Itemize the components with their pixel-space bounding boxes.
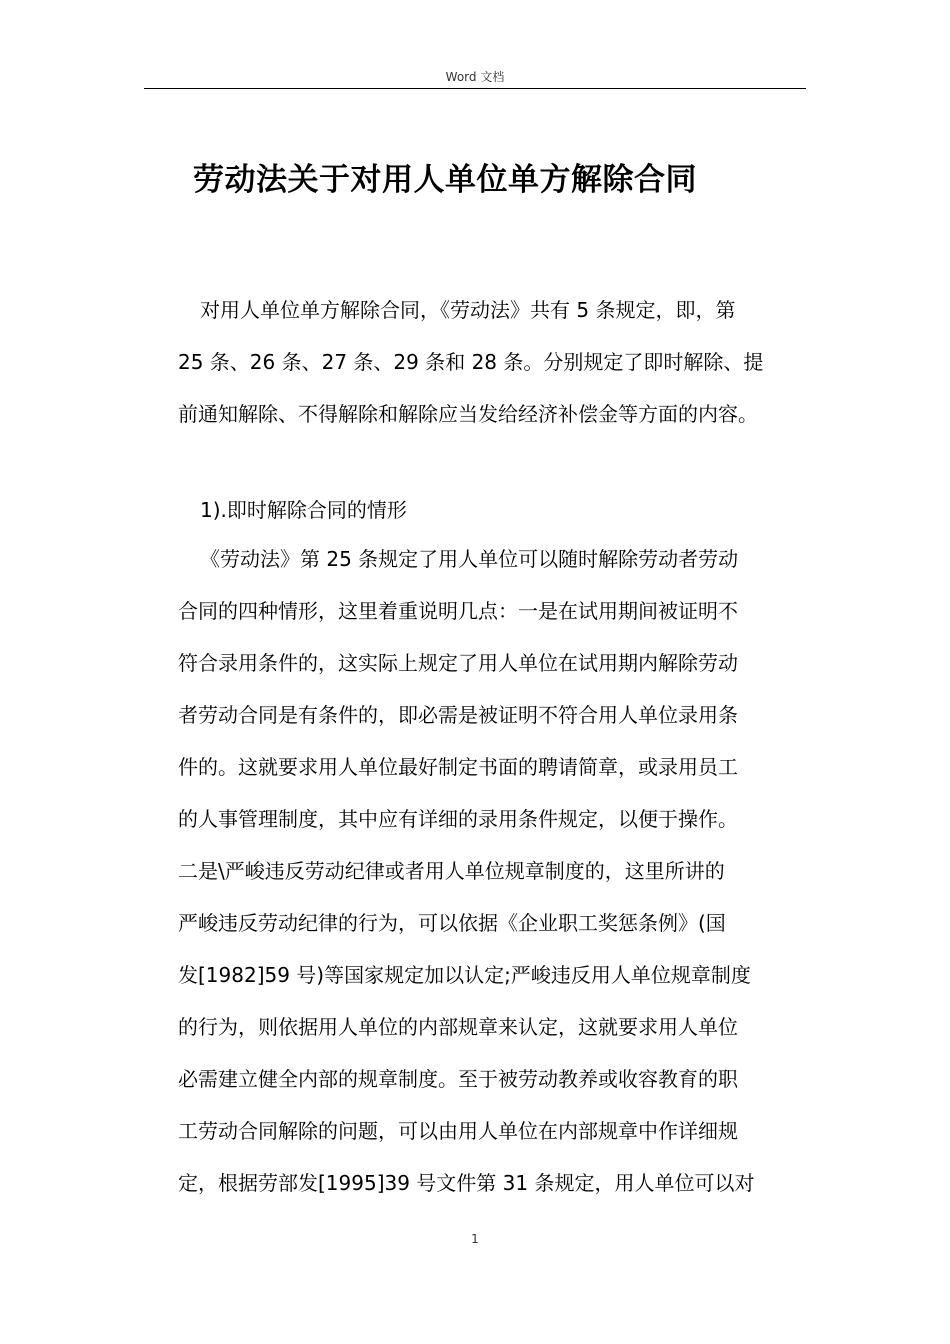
- paragraph-line: 符合录用条件的，这实际上规定了用人单位在试用期内解除劳动: [178, 651, 738, 675]
- paragraph-line: 25 条、26 条、27 条、29 条和 28 条。分别规定了即时解除、提: [178, 350, 764, 374]
- page-header: Word 文档: [445, 70, 505, 84]
- paragraph-line: 严峻违反劳动纪律的行为，可以依据《企业职工奖惩条例》(国: [178, 911, 726, 935]
- paragraph-line: 合同的四种情形，这里着重说明几点：一是在试用期间被证明不: [178, 599, 738, 623]
- paragraph-line: 工劳动合同解除的问题，可以由用人单位在内部规章中作详细规: [178, 1119, 738, 1143]
- paragraph-line: 必需建立健全内部的规章制度。至于被劳动教养或收容教育的职: [178, 1067, 738, 1091]
- section-paragraph: [178, 533, 818, 1209]
- paragraph-line: 件的。这就要求用人单位最好制定书面的聘请简章，或录用员工: [178, 755, 738, 779]
- header-divider: [144, 88, 806, 89]
- paragraph-line: 《劳动法》第 25 条规定了用人单位可以随时解除劳动者劳动: [200, 547, 739, 571]
- paragraph-line: 二是\严峻违反劳动纪律或者用人单位规章制度的，这里所讲的: [178, 859, 725, 883]
- paragraph-line: 发[1982]59 号)等国家规定加以认定;严峻违反用人单位规章制度: [178, 963, 751, 987]
- page-number: 1: [471, 1232, 479, 1246]
- paragraph-line: 对用人单位单方解除合同，《劳动法》共有 5 条规定，即，第: [200, 298, 736, 322]
- intro-paragraph: [178, 284, 818, 440]
- paragraph-line: 前通知解除、不得解除和解除应当发给经济补偿金等方面的内容。: [178, 402, 758, 426]
- paragraph-line: 的人事管理制度，其中应有详细的录用条件规定，以便于操作。: [178, 807, 738, 831]
- paragraph-line: 定，根据劳部发[1995]39 号文件第 31 条规定，用人单位可以对: [178, 1171, 755, 1195]
- paragraph-line: 者劳动合同是有条件的，即必需是被证明不符合用人单位录用条: [178, 703, 738, 727]
- document-title: 劳动法关于对用人单位单方解除合同: [193, 162, 697, 198]
- section-heading: 1).即时解除合同的情形: [200, 498, 407, 522]
- paragraph-line: 的行为，则依据用人单位的内部规章来认定，这就要求用人单位: [178, 1015, 738, 1039]
